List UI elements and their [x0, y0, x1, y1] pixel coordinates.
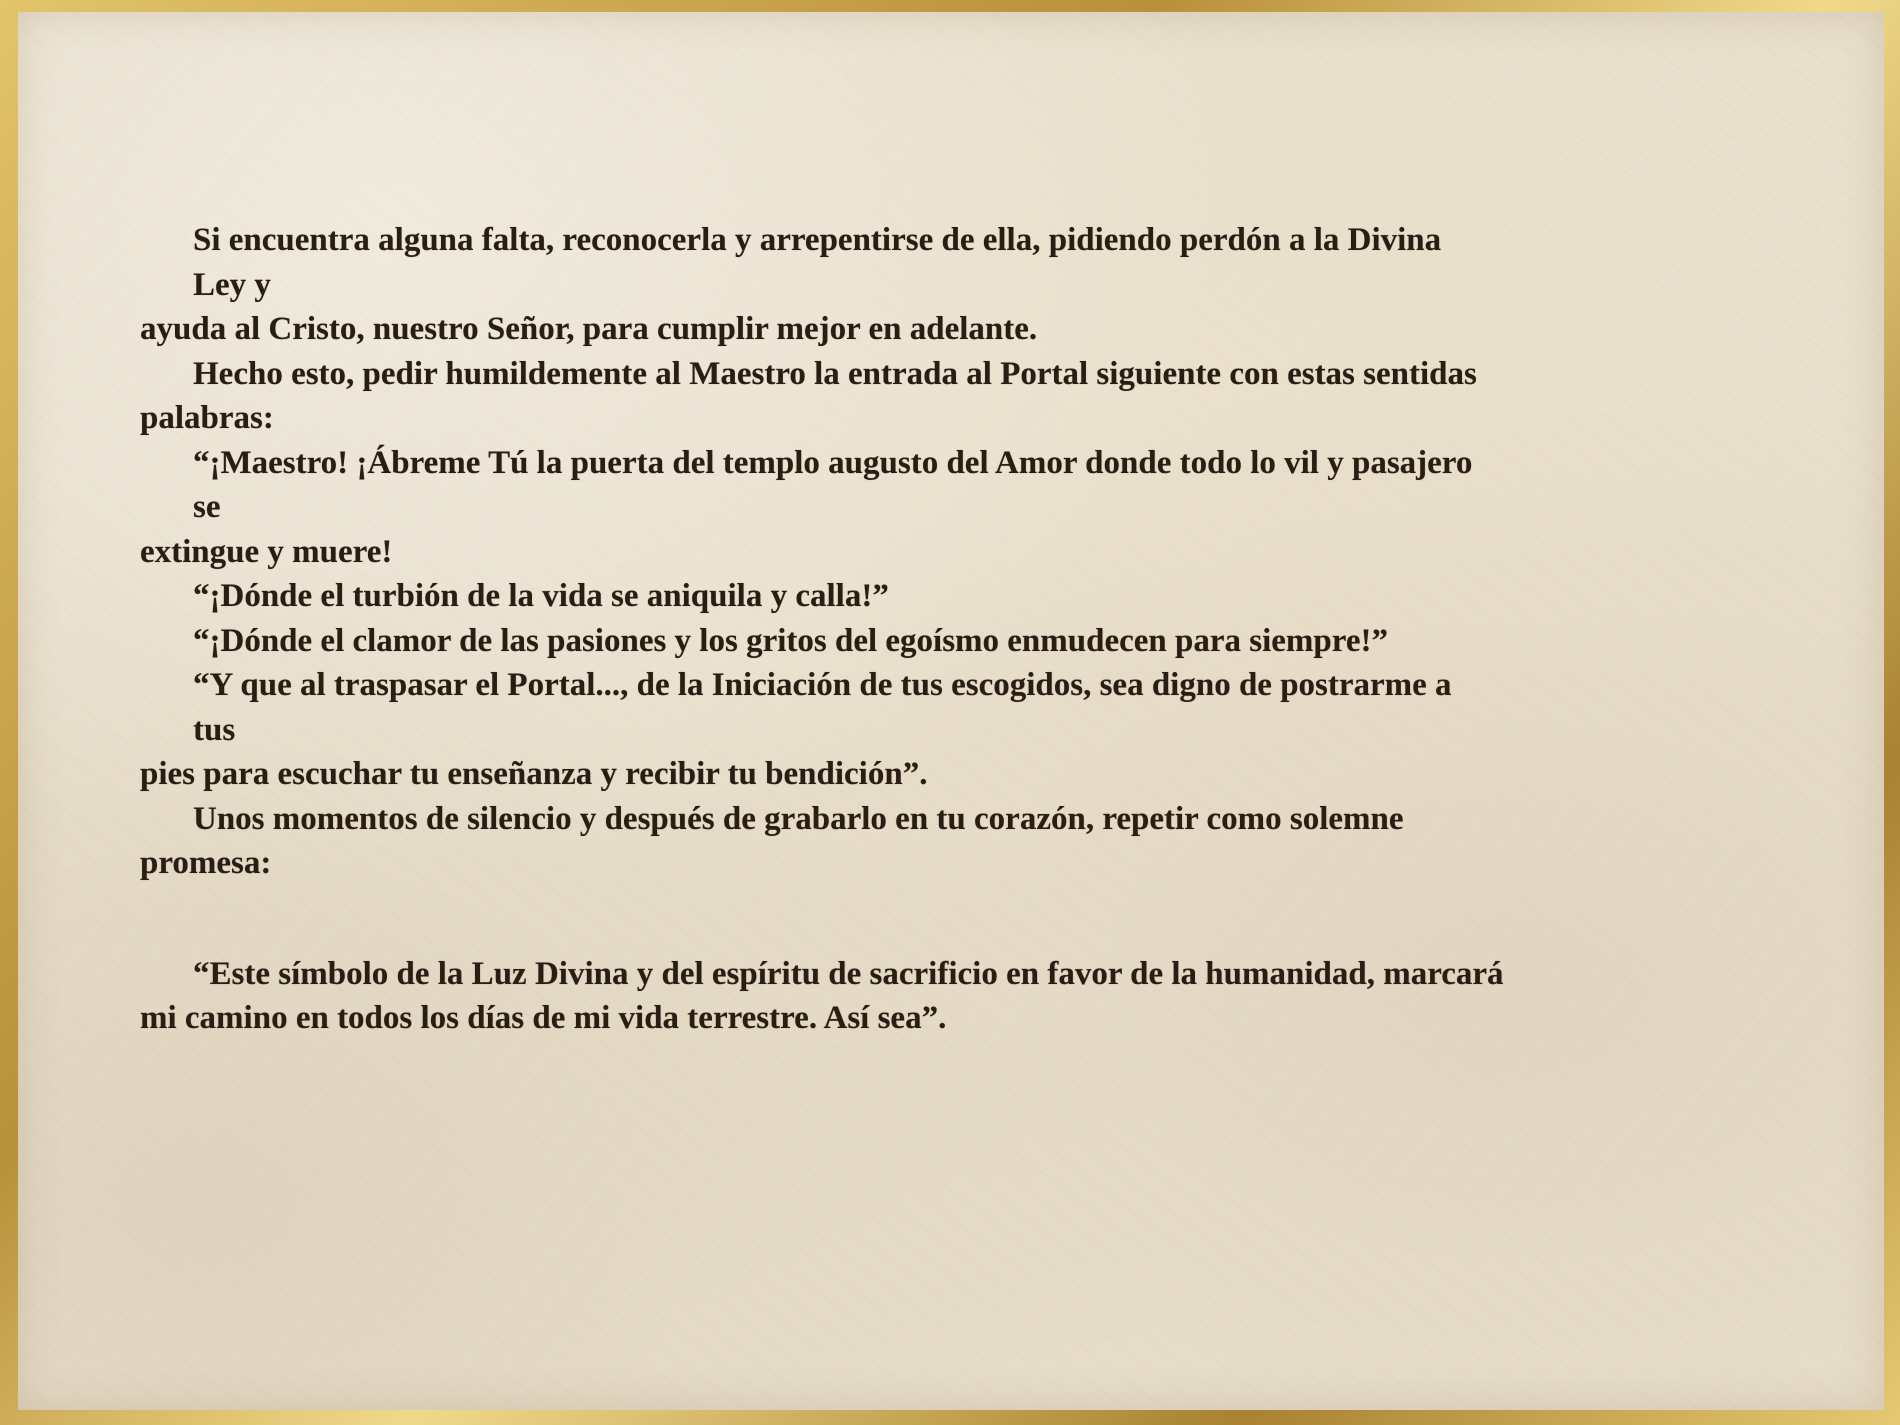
text-line: pies para escuchar tu enseñanza y recibir tu bendición”. — [140, 756, 928, 792]
text-line: “¡Dónde el turbión de la vida se aniquila y calla!” — [193, 578, 889, 614]
document-body — [140, 218, 1760, 1041]
text-line: “Y que al traspasar el Portal..., de la Iniciación de tus escogidos, sea digno de postrarme a — [193, 667, 1452, 703]
text-line: tus — [193, 711, 236, 748]
text-line: promesa: — [140, 845, 272, 881]
text-line: Hecho esto, pedir humildemente al Maestro la entrada al Portal siguiente con estas sentidas — [193, 355, 1477, 392]
text-line: Unos momentos de silencio y después de grabarlo en tu corazón, repetir como solemne — [193, 800, 1404, 837]
text-line: “¡Maestro! ¡Ábreme Tú la puerta del templo augusto del Amor donde todo lo vil y pasajero — [193, 444, 1473, 481]
text-line: “¡Dónde el clamor de las pasiones y los gritos del egoísmo enmudecen para siempre!” — [193, 622, 1388, 659]
text-line: ayuda al Cristo, nuestro Señor, para cumplir mejor en adelante. — [140, 311, 1038, 347]
text-line: palabras: — [140, 400, 274, 436]
text-line: “Este símbolo de la Luz Divina y del espíritu de sacrificio en favor de la humanidad, marcará — [193, 955, 1504, 992]
text-line: extingue y muere! — [140, 533, 393, 570]
text-line: Si encuentra alguna falta, reconocerla y arrepentirse de ella, pidiendo perdón a la Divina — [193, 222, 1442, 258]
text-line: se — [193, 489, 221, 525]
paragraph-gap — [140, 886, 1760, 952]
text-line: mi camino en todos los días de mi vida terrestre. Así sea”. — [140, 1000, 947, 1036]
text-line: Ley y — [193, 266, 271, 303]
